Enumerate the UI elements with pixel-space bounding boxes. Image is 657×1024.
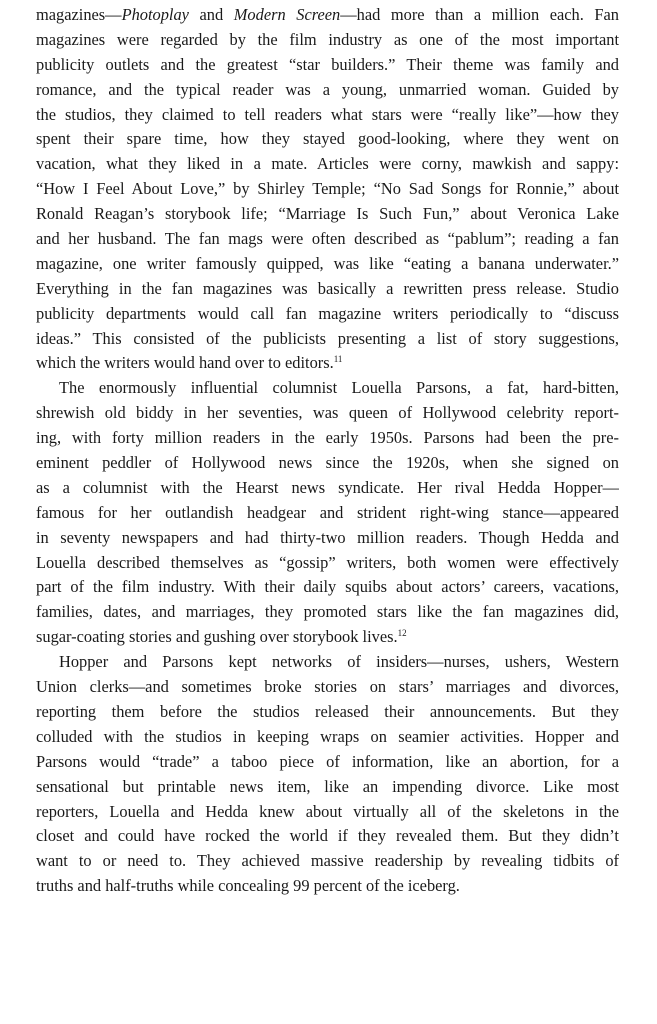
text-run: colluded with the studios in keeping wraps on seamier activities. Hopper and [36, 726, 619, 746]
text-run: shrewish old biddy in her seventies, was queen of Hollywood celebrity report- [36, 403, 619, 423]
text-run: magazine, one writer famously quipped, was like “eating a banana underwater.” [36, 253, 619, 273]
text-line [36, 650, 619, 675]
text-run: Union clerks—and sometimes broke stories on stars’ marriages and divorces, [36, 677, 619, 697]
text-line [36, 53, 619, 78]
text-line [36, 575, 619, 600]
text-line [36, 177, 619, 202]
text-line [36, 202, 619, 227]
text-run: spent their spare time, how they stayed good-looking, where they went on [36, 129, 619, 149]
italic-title: Modern Screen [233, 5, 341, 24]
text-line [36, 401, 619, 426]
text-run: vacation, what they liked in a mate. Articles were corny, mawkish and sappy: [36, 154, 619, 174]
text-run: eminent peddler of Hollywood news since the 1920s, when she signed on [36, 453, 619, 473]
text-run: the studios, they claimed to tell readers what stars were “really like”—how they [36, 104, 619, 124]
text-line [36, 426, 619, 451]
text-line [36, 824, 619, 849]
text-run: The enormously influential columnist Louella Parsons, a fat, hard-bitten, [59, 378, 619, 398]
text-run: reporters, Louella and Hedda knew about virtually all of the skeletons in the [36, 801, 619, 821]
text-run: Louella described themselves as “gossip” writers, both women were effectively [36, 552, 619, 572]
text-line [36, 600, 619, 625]
text-run: which the writers would hand over to editors. [36, 353, 334, 373]
text-run: want to or need to. They achieved massive readership by revealing tidbits of [36, 851, 619, 871]
text-line [36, 625, 619, 650]
text-line [36, 152, 619, 177]
text-line [36, 376, 619, 401]
text-line [36, 874, 619, 899]
text-line [36, 103, 619, 128]
text-line [36, 849, 619, 874]
text-run: and her husband. The fan mags were often described as “pablum”; reading a fan [36, 229, 619, 249]
text-line [36, 277, 619, 302]
text-run: publicity outlets and the greatest “star builders.” Their theme was family and [36, 54, 619, 74]
text-run: closet and could have rocked the world if they revealed them. But they didn’t [36, 826, 619, 846]
text-line [36, 526, 619, 551]
text-run: sensational but printable news item, like an impending divorce. Like most [36, 776, 619, 796]
text-line [36, 551, 619, 576]
text-run: “How I Feel About Love,” by Shirley Temple; “No Sad Songs for Ronnie,” about [36, 179, 619, 199]
text-line [36, 3, 619, 28]
text-run: as a columnist with the Hearst news syndicate. Her rival Hedda Hopper— [36, 477, 619, 497]
text-line [36, 725, 619, 750]
text-run: Ronald Reagan’s storybook life; “Marriage Is Such Fun,” about Veronica Lake [36, 204, 619, 224]
text-line [36, 476, 619, 501]
text-line [36, 78, 619, 103]
text-run: part of the film industry. With their daily squibs about actors’ careers, vacations, [36, 577, 619, 597]
text-line [36, 252, 619, 277]
text-run: famous for her outlandish headgear and strident right-wing stance—appeared [36, 502, 619, 522]
text-run: reporting them before the studios released their announcements. But they [36, 701, 619, 721]
text-run: ideas.” This consisted of the publicists presenting a list of story suggestions, [36, 328, 619, 348]
paragraph [36, 376, 619, 650]
text-run: romance, and the typical reader was a young, unmarried woman. Guided by [36, 79, 619, 99]
text-line [36, 451, 619, 476]
text-run: truths and half-truths while concealing 99 percent of the iceberg. [36, 876, 460, 896]
text-run: publicity departments would call fan magazine writers periodically to “discuss [36, 303, 619, 323]
text-run: magazines— [36, 5, 122, 24]
text-line [36, 127, 619, 152]
text-line [36, 750, 619, 775]
text-run: Hopper and Parsons kept networks of insiders—nurses, ushers, Western [59, 652, 619, 672]
text-run: in seventy newspapers and had thirty-two million readers. Though Hedda and [36, 527, 619, 547]
paragraph [36, 3, 619, 376]
text-run: —had more than a million each. Fan [340, 5, 619, 24]
text-line [36, 302, 619, 327]
text-line [36, 675, 619, 700]
text-run: Everything in the fan magazines was basically a rewritten press release. Studio [36, 278, 619, 298]
italic-title: Photoplay [121, 5, 189, 24]
text-line [36, 800, 619, 825]
text-line [36, 351, 619, 376]
text-line [36, 327, 619, 352]
text-run: sugar-coating stories and gushing over storybook lives. [36, 627, 398, 647]
text-run: magazines were regarded by the film industry as one of the most important [36, 29, 619, 49]
text-run: families, dates, and marriages, they promoted stars like the fan magazines did, [36, 602, 619, 622]
footnote-ref: 11 [333, 354, 343, 365]
page-body [36, 0, 619, 899]
text-line [36, 227, 619, 252]
text-run: and [188, 5, 234, 24]
text-line [36, 775, 619, 800]
text-line [36, 700, 619, 725]
text-run: Parsons would “trade” a taboo piece of information, like an abortion, for a [36, 751, 619, 771]
text-line [36, 28, 619, 53]
text-run: ing, with forty million readers in the early 1950s. Parsons had been the pre- [36, 428, 619, 448]
footnote-ref: 12 [397, 628, 407, 639]
text-line [36, 501, 619, 526]
paragraph [36, 650, 619, 899]
